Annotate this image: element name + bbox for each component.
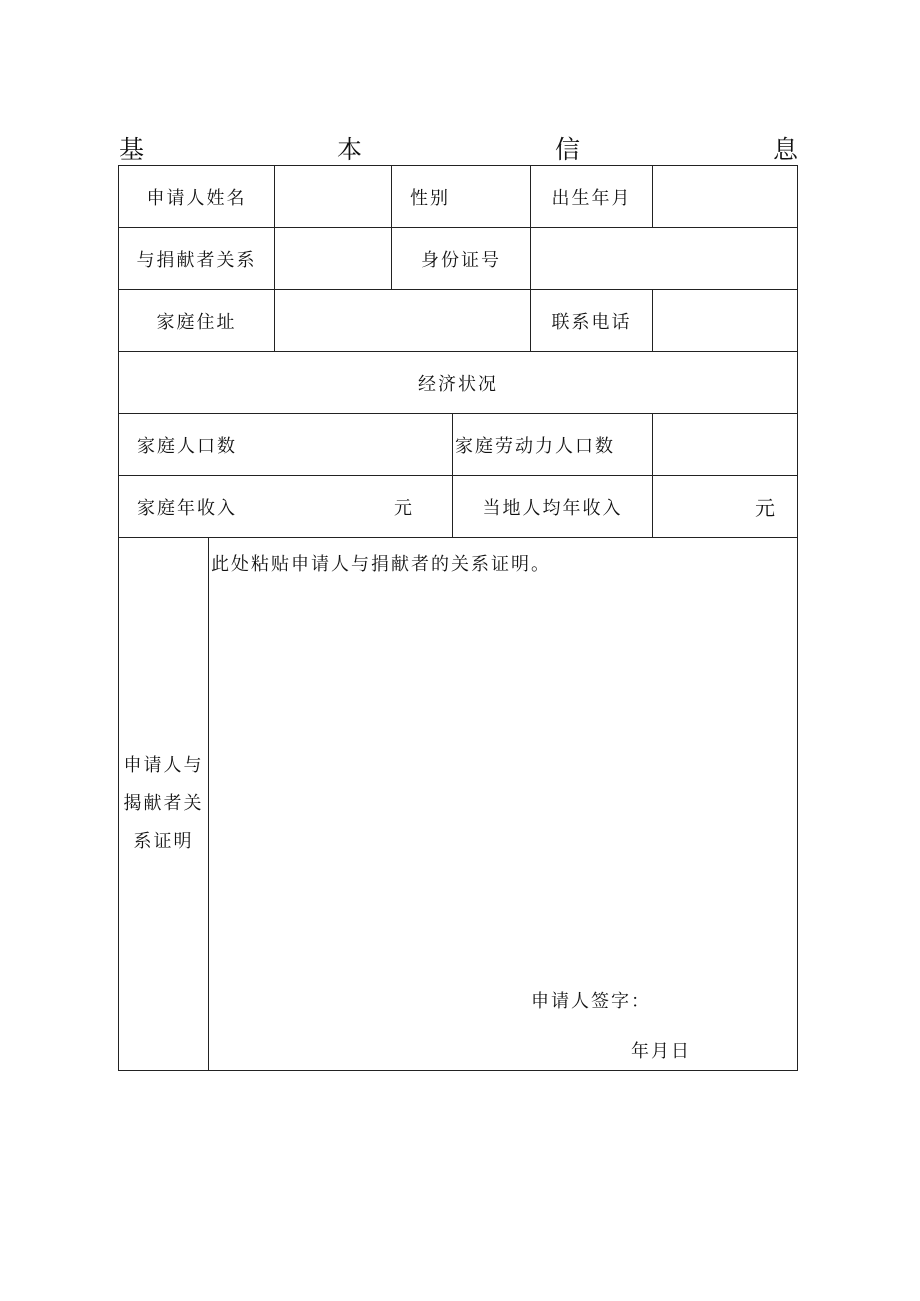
address-label: 家庭住址 [119, 290, 275, 352]
gender-label: 性别 [392, 166, 531, 228]
table-row [119, 538, 798, 1071]
local-income-unit: 元 [755, 496, 777, 520]
relation-label: 与捐献者关系 [119, 228, 275, 290]
address-field[interactable] [275, 290, 531, 352]
table-row [119, 290, 798, 352]
phone-label: 联系电话 [531, 290, 653, 352]
economic-status-title: 经济状况 [119, 352, 798, 414]
family-size-label[interactable]: 家庭人口数 [119, 414, 453, 476]
table-row [119, 166, 798, 228]
date-label: 年月日 [631, 1041, 691, 1062]
income-unit: 元 [394, 497, 414, 519]
relation-field[interactable] [275, 228, 392, 290]
family-income-cell[interactable] [119, 476, 453, 538]
applicant-name-label: 申请人姓名 [119, 166, 275, 228]
table-row [119, 476, 798, 538]
family-income-label: 家庭年收入 [137, 497, 237, 519]
heading-char: 息 [772, 135, 798, 164]
birth-label: 出生年月 [531, 166, 653, 228]
table-row [119, 414, 798, 476]
table-row [119, 352, 798, 414]
local-income-label: 当地人均年收入 [453, 476, 653, 538]
id-number-field[interactable] [531, 228, 798, 290]
applicant-name-field[interactable] [275, 166, 392, 228]
heading-char: 基 [119, 135, 145, 164]
labor-count-label: 家庭劳动力人口数 [453, 414, 653, 476]
label-line: 系证明 [133, 831, 194, 852]
id-number-label: 身份证号 [392, 228, 531, 290]
paste-instruction: 此处粘贴申请人与捐献者的关系证明。 [211, 554, 551, 575]
birth-field[interactable] [653, 166, 798, 228]
labor-count-field[interactable] [653, 414, 798, 476]
relation-certificate-label [119, 538, 209, 1071]
label-line: 揭献者关 [123, 793, 204, 814]
heading-char: 信 [554, 135, 580, 164]
section-heading [119, 134, 798, 166]
table-row [119, 228, 798, 290]
label-line: 申请人与 [123, 755, 204, 776]
phone-field[interactable] [653, 290, 798, 352]
application-form-table [118, 165, 798, 1071]
local-income-field[interactable] [653, 476, 798, 538]
relation-certificate-area[interactable] [209, 538, 798, 1071]
heading-char: 本 [336, 135, 362, 164]
signature-label: 申请人签字： [531, 991, 651, 1012]
